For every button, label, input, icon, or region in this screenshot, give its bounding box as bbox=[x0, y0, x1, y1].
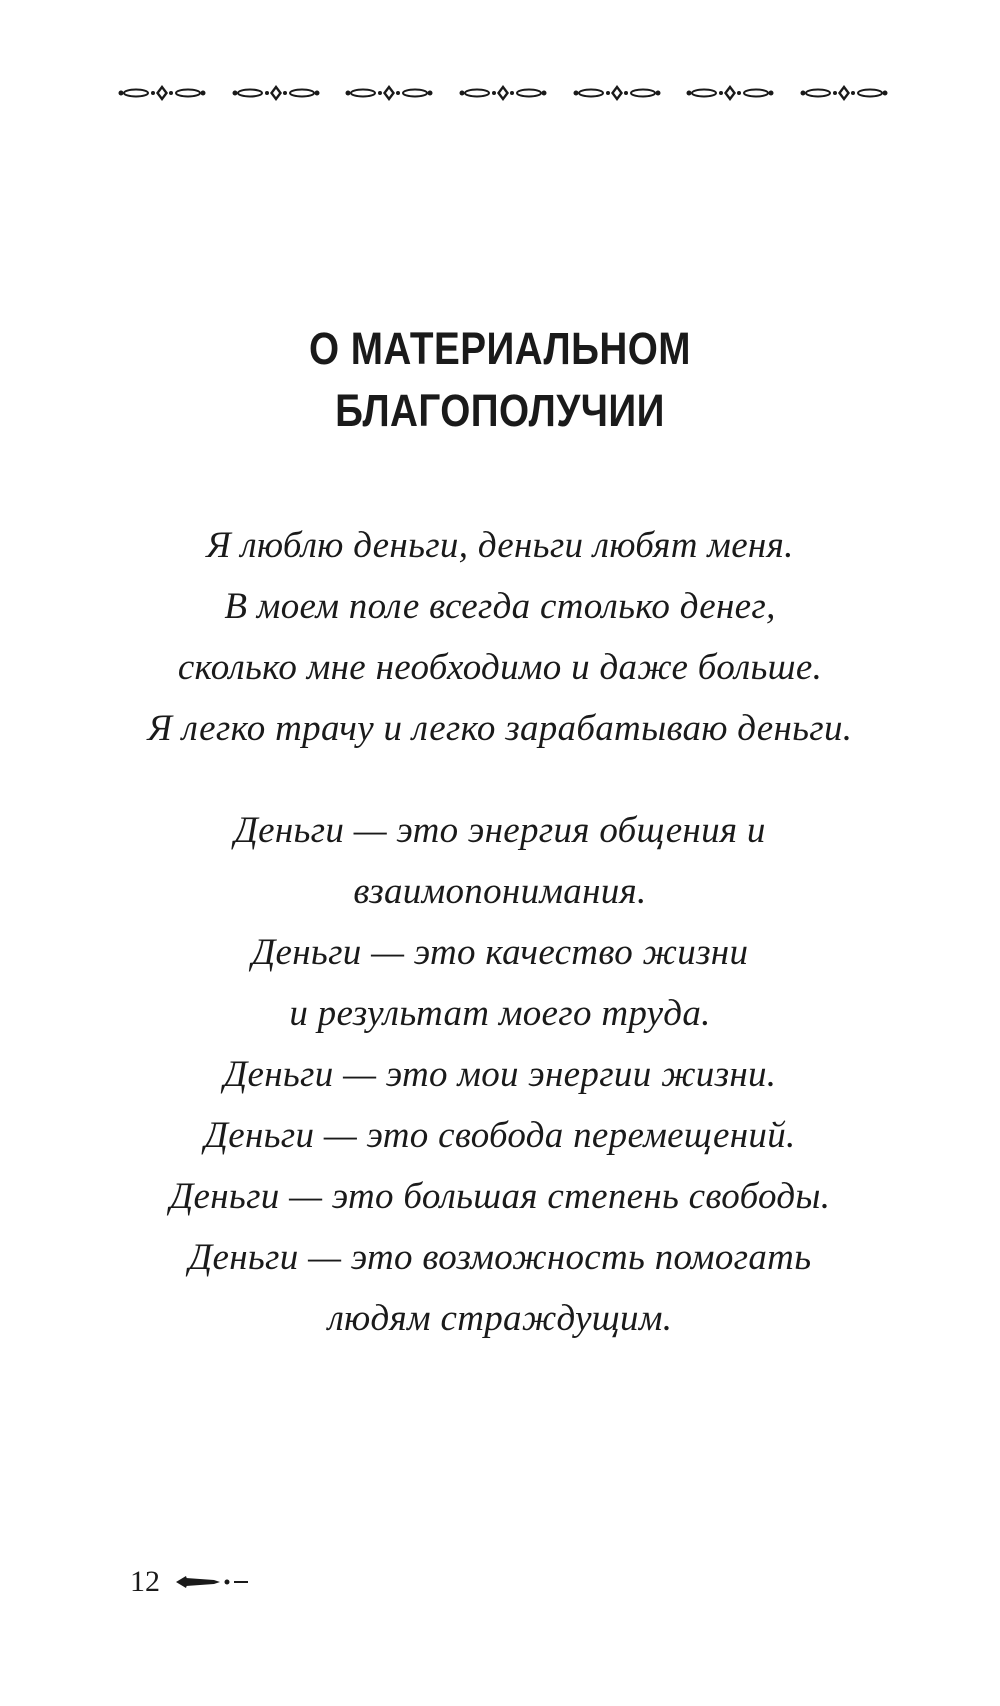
verse-line: людям страждущим. bbox=[327, 1298, 673, 1339]
verse-line: Я легко трачу и легко зарабатываю деньги. bbox=[147, 708, 853, 749]
verse-line: Деньги — это свобода перемещений. bbox=[204, 1115, 796, 1156]
verse-block-1 bbox=[0, 515, 1000, 759]
verse-line: сколько мне необходимо и даже больше. bbox=[177, 647, 823, 688]
verse-line: Деньги — это качество жизни bbox=[251, 932, 749, 973]
page-title bbox=[70, 318, 930, 442]
scroll-ornament-icon bbox=[800, 82, 888, 104]
verse-line: взаимопонимания. bbox=[353, 871, 647, 912]
verse-line: Деньги — это энергия общения и bbox=[234, 810, 766, 851]
scroll-ornament-icon bbox=[573, 82, 661, 104]
page-number: 12 bbox=[130, 1565, 160, 1598]
header-ornament-row bbox=[118, 82, 888, 104]
page-title-line-2: БЛАГОПОЛУЧИИ bbox=[335, 385, 665, 436]
verse-line: и результат моего труда. bbox=[289, 993, 711, 1034]
page-footer bbox=[130, 1562, 250, 1602]
scroll-ornament-icon bbox=[345, 82, 433, 104]
page-title-line-1: О МАТЕРИАЛЬНОМ bbox=[309, 323, 691, 374]
scroll-ornament-icon bbox=[232, 82, 320, 104]
scroll-ornament-icon bbox=[459, 82, 547, 104]
verse-line: Деньги — это мои энергии жизни. bbox=[223, 1054, 777, 1095]
verse-line: В моем поле всегда столько денег, bbox=[224, 586, 776, 627]
pen-nib-icon bbox=[174, 1572, 250, 1592]
verse-line: Я люблю деньги, деньги любят меня. bbox=[206, 525, 794, 566]
verse-line: Деньги — это возможность помогать bbox=[188, 1237, 812, 1278]
verse-block-2 bbox=[0, 800, 1000, 1349]
verse-line: Деньги — это большая степень свободы. bbox=[169, 1176, 831, 1217]
scroll-ornament-icon bbox=[118, 82, 206, 104]
scroll-ornament-icon bbox=[686, 82, 774, 104]
